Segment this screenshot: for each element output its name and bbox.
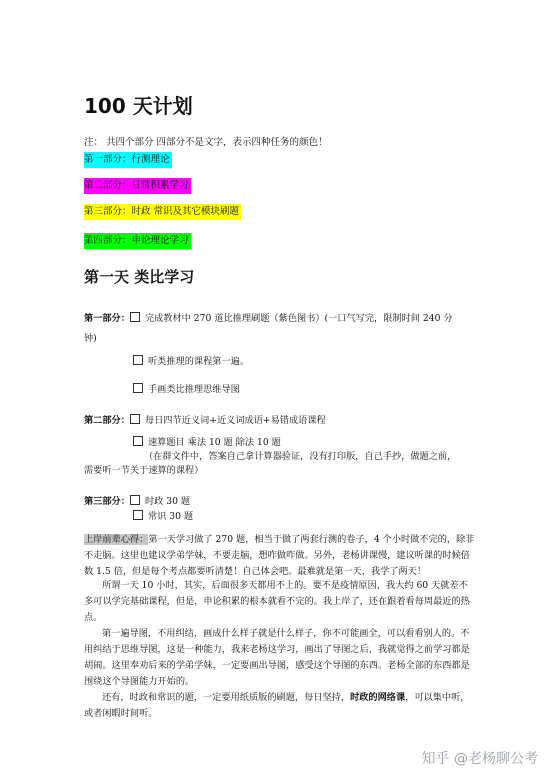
part1-row2 xyxy=(133,353,249,367)
experience-p1 xyxy=(84,532,476,580)
part1-item3: 手画类比推理思维导图 xyxy=(148,384,240,395)
day-title: 第一天 类比学习 xyxy=(84,268,195,286)
legend-part2 xyxy=(84,178,191,194)
page-title: 100 天计划 xyxy=(84,94,193,118)
checkbox-icon[interactable] xyxy=(133,355,143,365)
legend-label: 第三部分：时政 常识及其它模块刷题 xyxy=(84,206,240,217)
part3-row2 xyxy=(133,508,193,522)
part3-label: 第三部分： xyxy=(84,496,130,507)
part2-item1: 每日四节近义词+近义词成语+易错成语课程 xyxy=(144,415,326,426)
part3-row xyxy=(84,493,190,507)
part1-item2: 听类推理的课程第一遍。 xyxy=(148,356,250,367)
part2-note2: 需要听一节关于速算的课程） xyxy=(84,465,204,476)
part2-note1: （在群文件中，答案自己拿计算器验证，没有打印版，自己手抄，做题之前， xyxy=(144,451,457,462)
checkbox-icon[interactable] xyxy=(133,436,143,446)
legend-part1 xyxy=(84,152,172,168)
part2-item2: 速算题目 乘法 10 题 除法 10 题 xyxy=(148,437,281,448)
checkbox-icon[interactable] xyxy=(130,312,140,322)
legend-label: 第二部分：日常积累学习 xyxy=(84,180,189,191)
experience-p3: 第一遍导图，不用纠结，画成什么样子就是什么样子，你不可能画全，可以看看别人的。不用纠结于思维导图，这是一种能力，我来老杨这学习，画出了导图之后，我就觉得之前学习都是胡闹。这里奉劝后来的学弟学妹，一定要画出导图，感受这个导图的东西。老杨全部的东西都是围绕这个导图能力开始的。 xyxy=(84,628,470,687)
part2-row xyxy=(84,412,326,426)
experience-label: 上岸前辈心得： xyxy=(84,534,149,545)
checkbox-icon[interactable] xyxy=(130,414,140,424)
experience-p4 xyxy=(84,690,476,722)
part1-row xyxy=(84,310,453,324)
experience-p4b: 时政的网络课 xyxy=(350,692,406,703)
legend-label: 第一部分：行测理论 xyxy=(84,154,170,165)
legend-part4 xyxy=(84,233,191,249)
part1-label: 第一部分： xyxy=(84,313,130,324)
checkbox-icon[interactable] xyxy=(133,510,143,520)
experience-p2: 所谓一天 10 小时，其实，后面很多天都用不上的。要不是疫情原因，我大约 60 天就差不多可以学完基础课程，但是，申论积累的根本就看不完的。我上岸了，还在跟着看每周最近的热点。 xyxy=(84,580,470,623)
checkbox-icon[interactable] xyxy=(133,383,143,393)
experience-p4a: 还有，时政和常识的题，一定要用纸质版的刷题，每日坚持， xyxy=(102,692,351,703)
part1-item1: 完成教材中 270 道比推理刷题（紫色图书）(一口气写完，限制时间 240 分 xyxy=(144,313,453,324)
legend-label: 第四部分：申论理论学习 xyxy=(84,235,189,246)
experience-p4c: ，可以集中听，或者闲暇时间听。 xyxy=(84,692,470,719)
color-note: 注： 共四个部分 四部分不是文字，表示四种任务的颜色！ xyxy=(84,137,328,148)
checkbox-icon[interactable] xyxy=(130,495,140,505)
part2-label: 第二部分： xyxy=(84,415,130,426)
part3-item2: 常识 30 题 xyxy=(148,511,194,522)
part1-item1-cont: 钟) xyxy=(84,333,97,344)
experience-p1-text: 第一天学习做了 270 题，相当于做了两套行测的卷子，4 个小时做不完的，除非不走脑。这里也建议学弟学妹，不要走脑，想咋做咋做。另外，老杨讲课慢，建议听课的时候倍数 1.5 倍，但是每个考点都要听清楚！自己体会吧。最难就是第一天，我学了两天！ xyxy=(84,534,475,577)
part2-row2 xyxy=(133,434,281,448)
part1-row3 xyxy=(133,381,240,395)
part3-item1: 时政 30 题 xyxy=(144,496,191,507)
legend-part3 xyxy=(84,204,241,220)
watermark: 知乎 @老杨聊公考 xyxy=(421,751,538,767)
